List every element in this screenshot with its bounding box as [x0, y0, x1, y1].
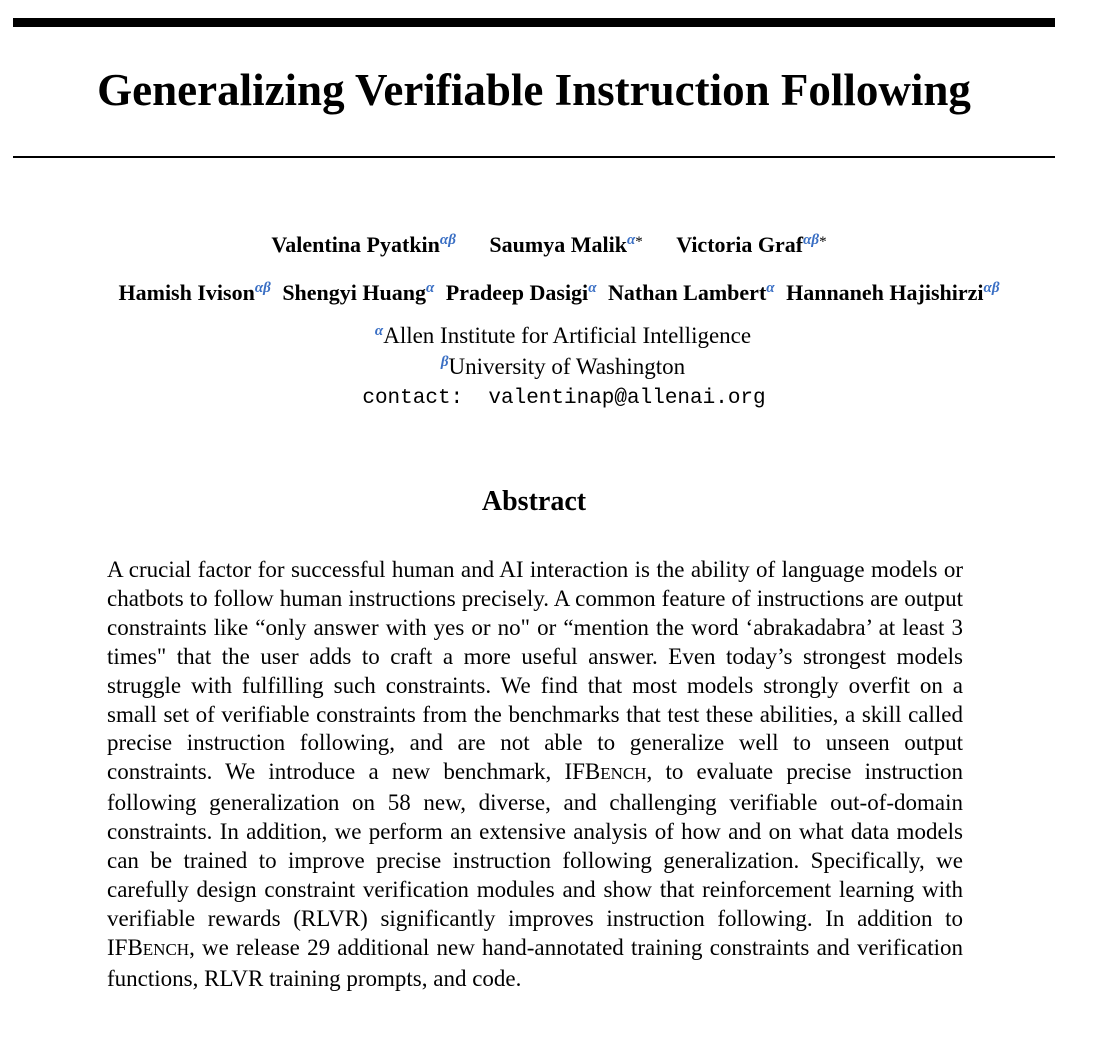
abstract-body: A crucial factor for successful human and AI interaction is the ability of language models or chatbots to follow human instructions precisely. A common feature of instructions are output constraints like “only answer with yes or no" or “mention the word ‘abrakadabra’ at least 3 times" that the user adds to craft a more useful answer. Even today’s strongest models struggle with fulfilling such constraints. We find that most models strongly overfit on a small set of verifiable constraints from the benchmarks that test these abilities, a skill called precise instruction following, and are not able to generalize well to unseen output constraints. We introduce a new benchmark, IFBENCH, to evaluate precise instruction following generalization on 58 new, diverse, and challenging verifiable out-of-domain constraints. In addition, we perform an extensive analysis of how and on what data models can be trained to improve precise instruction following generalization. Specifically, we carefully design constraint verification modules and show that reinforcement learning with verifiable rewards (RLVR) significantly improves instruction following. In addition to IFBENCH, we release 29 additional new hand-annotated training constraints and verification functions, RLVR training prompts, and code.	[107, 557, 964, 991]
author: Shengyi Huang$^\alpha$	[282, 280, 435, 305]
author: Pradeep Dasigi$^\alpha$	[445, 280, 597, 305]
author: Saumya Malik$^{\alpha*}$	[489, 232, 643, 257]
affiliation-uw: $^\beta$University of Washington	[440, 354, 686, 379]
contact-email[interactable]: valentinap@allenai.org	[488, 387, 766, 410]
affiliation-ai2: $^\alpha$Allen Institute for Artificial Intelligence	[374, 323, 752, 348]
author: Hannaneh Hajishirzi$^{\alpha\beta}$	[786, 280, 1000, 305]
author: Victoria Graf$^{\alpha\beta*}$	[676, 232, 827, 257]
paper-title: Generalizing Verifiable Instruction Following	[97, 65, 971, 115]
author-row-1	[0, 232, 1108, 258]
title-rule	[13, 156, 1055, 158]
author: Nathan Lambert$^\alpha$	[608, 280, 775, 305]
abstract-heading: Abstract	[481, 486, 587, 517]
author: Valentina Pyatkin$^{\alpha\beta}$	[271, 232, 456, 257]
top-rule	[13, 18, 1055, 27]
author-row-2	[0, 280, 1118, 306]
author: Hamish Ivison$^{\alpha\beta}$	[118, 280, 271, 305]
contact-line: contact: valentinap@allenai.org	[362, 387, 766, 410]
